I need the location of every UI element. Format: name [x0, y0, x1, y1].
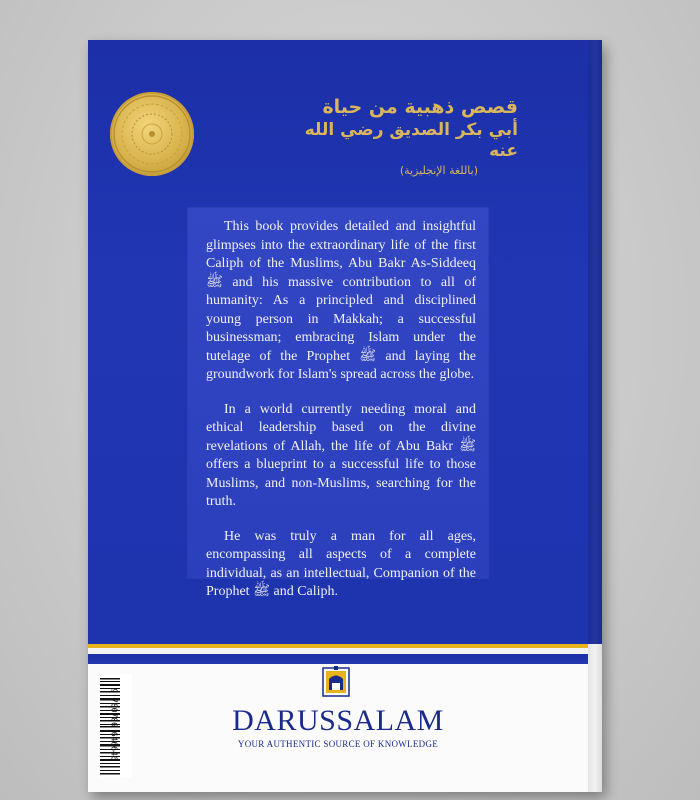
- description-paragraph-1: This book provides detailed and insightful glimpses into the extraordinary life of the first Caliph of the Muslims, Abu Bakr As-Siddeeq ﷺ and his massive contribution to all of humanity: As a principled and disciplined young person in Makkah; a successful businessman; embracing Islam under the tutelage of the Prophet ﷺ and laying the groundwork for Islam's spread across the globe.: [206, 219, 476, 382]
- description-panel: [188, 208, 488, 599]
- publisher-area: [88, 664, 588, 792]
- spine-edge-bottom: [588, 644, 602, 792]
- cover-blue-area: [88, 40, 588, 644]
- barcode-digits: 9 780706 646646: [109, 688, 119, 761]
- description-paragraph-2: In a world currently needing moral and ethical leadership based on the divine revelations of Allah, the life of Abu Bakr ﷺ offers a blueprint to a successful life to those Muslims, and non-Muslims, searching for the truth.: [206, 401, 476, 509]
- gold-medallion-icon: [110, 92, 194, 176]
- blue-stripe: [88, 654, 588, 664]
- darussalam-logo-icon: [321, 664, 351, 698]
- arabic-title-line2: أبي بكر الصديق رضي الله عنه: [304, 119, 518, 161]
- publisher-name: DARUSSALAM: [232, 704, 444, 737]
- book-back-cover: [88, 40, 602, 792]
- description-paragraph-3: He was truly a man for all ages, encompassing all aspects of a complete individual, as an intellectual, Companion of the Prophet ﷺ and Caliph.: [206, 528, 476, 599]
- arabic-title-line3: (باللغة الإنجليزية): [399, 164, 478, 178]
- publisher-tagline: YOUR AUTHENTIC SOURCE OF KNOWLEDGE: [237, 739, 439, 749]
- arabic-title-line1: قصص ذهبية من حياة: [322, 96, 518, 118]
- arabic-title: [278, 96, 518, 178]
